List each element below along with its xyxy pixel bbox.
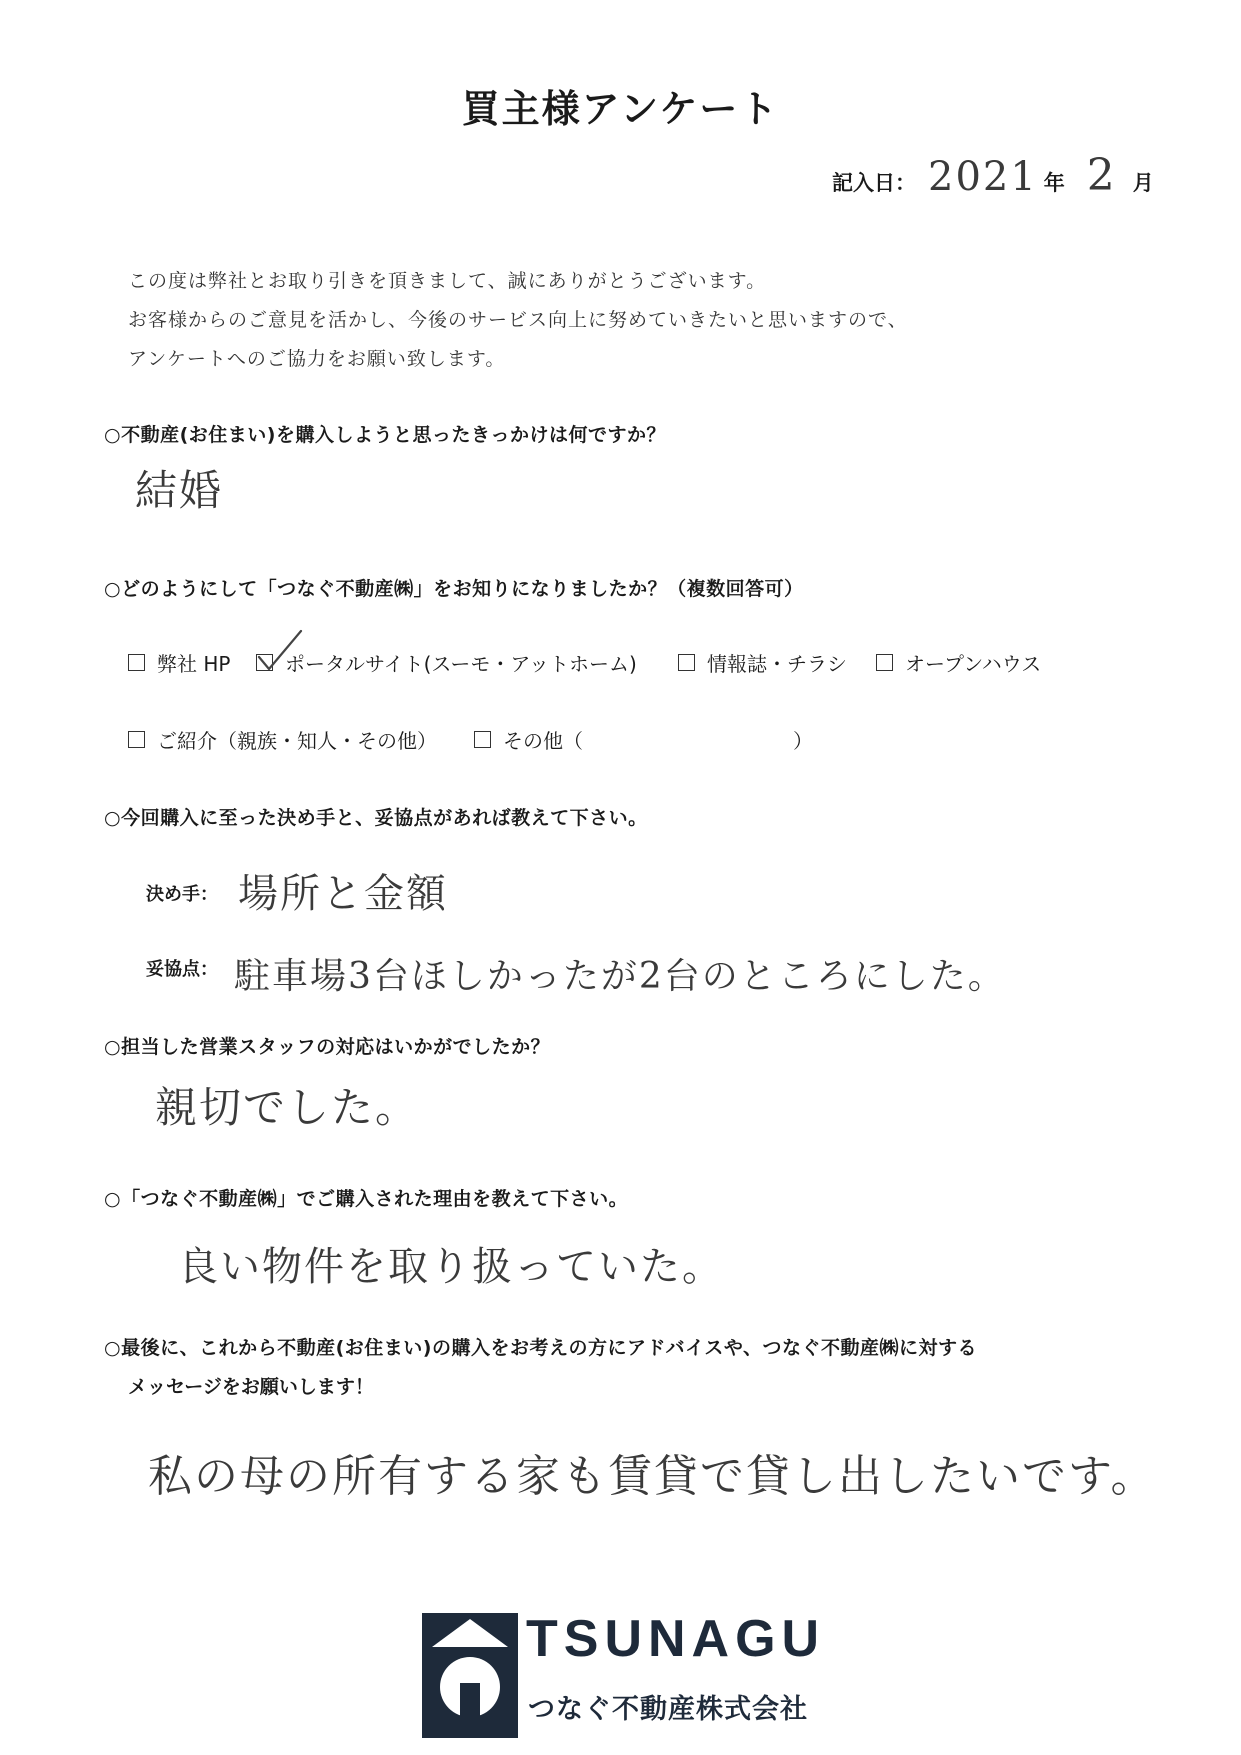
date-year: 2021 (928, 154, 1038, 200)
q5-question: ○「つなぐ不動産㈱」でご購入された理由を教えて下さい。 (104, 1188, 629, 1210)
q2-question: ○どのようにして「つなぐ不動産㈱」をお知りになりましたか？（複数回答可） (104, 578, 804, 600)
checkbox-magazine-flyer[interactable] (678, 654, 695, 671)
compromise-answer: 駐車場3台ほしかったが2台のところにした。 (234, 956, 1006, 997)
q6-question-line-1: ○最後に、これから不動産(お住まい)の購入をお考えの方にアドバイスや、つなぐ不動産㈱に対する (104, 1337, 977, 1359)
intro-line-2: お客様からのご意見を活かし、今後のサービス向上に努めていきたいと思いますので、 (128, 309, 908, 331)
option-label: その他（ (503, 729, 583, 753)
q4-answer: 親切でした。 (155, 1083, 420, 1132)
q1-answer: 結婚 (135, 466, 224, 515)
option-open-house[interactable] (876, 648, 1041, 677)
option-label: 弊社 HP (157, 652, 231, 676)
q5-answer: 良い物件を取り扱っていた。 (178, 1244, 724, 1290)
option-label: 情報誌・チラシ (707, 652, 847, 676)
logo-name-jp: つなぐ不動産株式会社 (528, 1694, 808, 1725)
date-month-unit: 月 (1132, 171, 1154, 195)
check-mark-icon (255, 627, 305, 673)
q1-question: ○不動産(お住まい)を購入しようと思ったきっかけは何ですか？ (104, 424, 666, 446)
date-label: 記入日： (832, 171, 916, 195)
logo-mark-icon (422, 1613, 518, 1738)
checkbox-open-house[interactable] (876, 654, 893, 671)
option-label: ご紹介（親族・知人・その他） (157, 729, 437, 753)
company-logo (422, 1610, 826, 1741)
date-year-unit: 年 (1043, 171, 1065, 195)
date-month: 2 (1086, 150, 1117, 201)
checkbox-company-hp[interactable] (128, 654, 145, 671)
q6-question-line-2: メッセージをお願いします！ (128, 1376, 374, 1398)
q4-question: ○担当した営業スタッフの対応はいかがでしたか？ (104, 1036, 551, 1058)
compromise-label: 妥協点： (146, 959, 218, 980)
checkbox-referral[interactable] (128, 731, 145, 748)
q6-answer: 私の母の所有する家も賃貸で貸し出したいです。 (148, 1451, 1157, 1502)
date-row (832, 150, 1154, 201)
intro-line-3: アンケートへのご協力をお願い致します。 (128, 348, 506, 370)
decider-answer: 場所と金額 (238, 871, 448, 917)
option-referral[interactable] (128, 725, 437, 754)
page-title: 買主様アンケート (461, 87, 780, 131)
decider-label: 決め手： (146, 884, 218, 905)
intro-line-1: この度は弊社とお取り引きを頂きまして、誠にありがとうございます。 (128, 270, 767, 292)
option-company-hp[interactable] (128, 648, 230, 677)
option-portal-site[interactable] (256, 648, 637, 677)
q3-question: ○今回購入に至った決め手と、妥協点があれば教えて下さい。 (104, 807, 648, 829)
checkbox-other[interactable] (474, 731, 491, 748)
checkbox-portal-site[interactable] (256, 654, 273, 671)
option-label: ポータルサイト(スーモ・アットホーム) (285, 652, 637, 676)
option-other-close: ） (793, 729, 813, 753)
option-other[interactable] (474, 725, 813, 754)
logo-name-en: TSUNAGU (526, 1610, 826, 1668)
option-magazine-flyer[interactable] (678, 648, 847, 677)
option-label: オープンハウス (905, 652, 1042, 676)
